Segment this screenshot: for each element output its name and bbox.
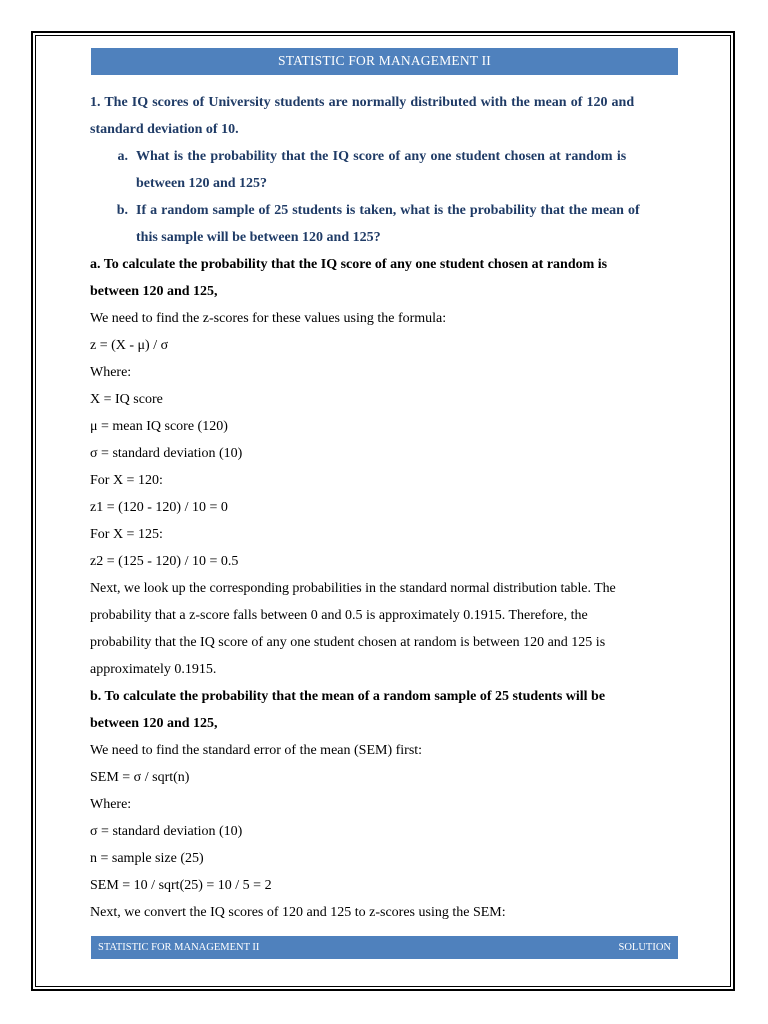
part-b-line: σ = standard deviation (10) — [90, 824, 243, 839]
part-a-paragraph-line: probability that the IQ score of any one student chosen at random is between 120 and 125 is — [90, 635, 606, 650]
document-body — [90, 89, 682, 926]
question-line-2: standard deviation of 10. — [90, 122, 239, 137]
formula-sem: SEM = σ / sqrt(n) — [90, 770, 190, 785]
formula-z: z = (X - μ) / σ — [90, 338, 169, 353]
footer-left-text: STATISTIC FOR MANAGEMENT II — [98, 942, 260, 953]
subquestion-a-text: What is the probability that the IQ score of any one student chosen at random is — [136, 149, 627, 164]
subquestion-a-marker: a. — [117, 149, 128, 164]
part-b-heading-line-2: between 120 and 125, — [90, 716, 218, 731]
subquestion-a — [90, 143, 682, 170]
part-a-line: X = IQ score — [90, 392, 163, 407]
part-a-line: We need to find the z-scores for these values using the formula: — [90, 311, 447, 326]
part-a-line: z2 = (125 - 120) / 10 = 0.5 — [90, 554, 239, 569]
part-a-line: For X = 120: — [90, 473, 163, 488]
footer-right-text: SOLUTION — [618, 942, 671, 953]
part-a-line: μ = mean IQ score (120) — [90, 419, 228, 434]
part-b-heading-line-1: b. To calculate the probability that the mean of a random sample of 25 students will be — [90, 689, 606, 704]
part-a-line: σ = standard deviation (10) — [90, 446, 243, 461]
part-b-line: Where: — [90, 797, 132, 812]
subquestion-a-continued: between 120 and 125? — [136, 176, 268, 191]
subquestion-b — [90, 197, 682, 224]
part-b-line: Next, we convert the IQ scores of 120 and 125 to z-scores using the SEM: — [90, 905, 506, 920]
page-footer — [91, 936, 678, 959]
subquestion-b-continued: this sample will be between 120 and 125? — [136, 230, 381, 245]
part-b-line: We need to find the standard error of the mean (SEM) first: — [90, 743, 423, 758]
part-a-paragraph-line: probability that a z-score falls between 0 and 0.5 is approximately 0.1915. Therefore, the — [90, 608, 588, 623]
part-a-line: z1 = (120 - 120) / 10 = 0 — [90, 500, 228, 515]
part-a-paragraph-line: approximately 0.1915. — [90, 662, 217, 677]
question-line-1: 1. The IQ scores of University students are normally distributed with the mean of 120 and — [90, 95, 635, 110]
part-a-line: For X = 125: — [90, 527, 163, 542]
part-a-paragraph-line: Next, we look up the corresponding probabilities in the standard normal distribution table. The — [90, 581, 616, 596]
subquestion-b-marker: b. — [116, 203, 128, 218]
part-a-line: Where: — [90, 365, 132, 380]
page-header — [91, 48, 678, 75]
subquestion-b-text: If a random sample of 25 students is taken, what is the probability that the mean of — [136, 203, 640, 218]
part-b-line: SEM = 10 / sqrt(25) = 10 / 5 = 2 — [90, 878, 272, 893]
part-b-line: n = sample size (25) — [90, 851, 204, 866]
part-a-heading-line-2: between 120 and 125, — [90, 284, 218, 299]
header-title: STATISTIC FOR MANAGEMENT II — [278, 53, 491, 68]
part-a-heading-line-1: a. To calculate the probability that the IQ score of any one student chosen at random is — [90, 257, 608, 272]
